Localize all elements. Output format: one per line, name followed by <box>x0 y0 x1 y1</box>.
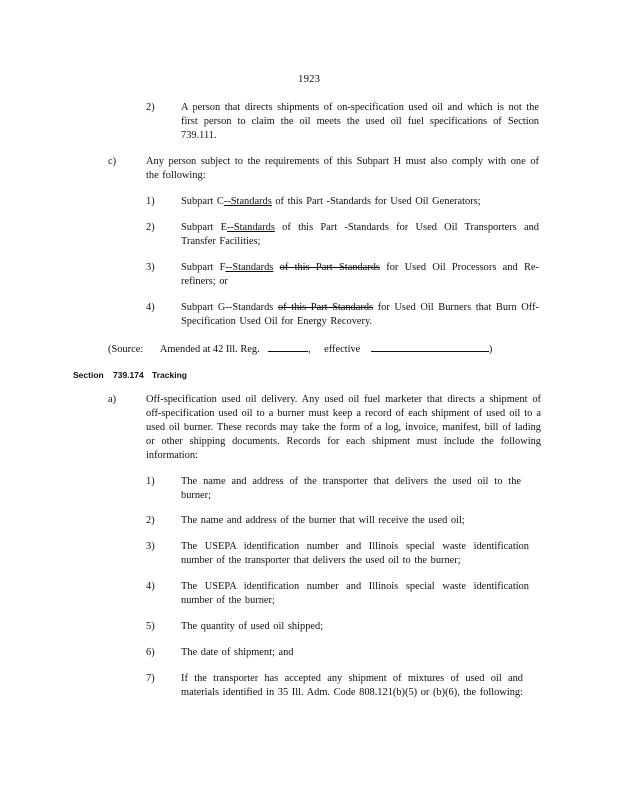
item-a-sub5-text: The quantity of used oil shipped; <box>181 621 324 632</box>
item-c-sub3-text <box>181 261 539 289</box>
source-reg-blank <box>268 341 308 352</box>
sub1-mid: of this Part -Standards for Used Oil Generators; <box>271 196 481 207</box>
sub3-underline: --Standards <box>225 262 274 273</box>
item-a-sub3-text: The USEPA identification number and Illinois special waste identification number of the transporter that delivers the used oil to the burner; <box>181 541 529 566</box>
sub3-after: for Used Oil Processors and Re-refiners; or <box>181 262 539 287</box>
intro-item-text: A person that directs shipments of on-specification used oil and which is not the first person to claim the oil meets the used oil fuel specifications of Section 739.111. <box>181 102 539 141</box>
sub3-strike: of this Part Standards <box>279 262 380 273</box>
sub4-strike: of this Part Standards <box>277 302 374 313</box>
source-effective-blank <box>371 341 489 352</box>
sub1-underline: --Standards <box>223 196 272 207</box>
sub4-mid: --Standards <box>225 302 278 313</box>
section-label: Section <box>73 370 104 380</box>
intro-item-marker: 2) <box>146 102 155 113</box>
item-c-sub3-marker: 3) <box>146 262 155 273</box>
sub3-before: Subpart F <box>181 262 226 273</box>
section-title: Tracking <box>152 370 187 380</box>
item-a-sub2-text: The name and address of the burner that will receive the used oil; <box>181 515 465 526</box>
sub2-underline: --Standards <box>226 222 275 233</box>
source-line: (Source: Amended at 42 Ill. Reg. , effective ) <box>108 341 548 357</box>
item-a-sub6-marker: 6) <box>146 647 155 658</box>
item-a-sub2-marker: 2) <box>146 515 155 526</box>
item-c-sub2-text <box>181 221 539 249</box>
sub4-before: Subpart G <box>181 302 226 313</box>
sub1-before: Subpart C <box>181 196 224 207</box>
sub4-after: for Used Oil Burners that Burn Off-Specification Used Oil for Energy Recovery. <box>181 302 540 327</box>
item-c-sub1-marker: 1) <box>146 196 155 207</box>
item-c-marker: c) <box>108 156 117 167</box>
page-number: 1923 <box>298 73 320 85</box>
item-a-sub1-marker: 1) <box>146 476 155 487</box>
item-a-sub7-marker: 7) <box>146 673 155 684</box>
item-c-text: Any person subject to the requirements of this Subpart H must also comply with one of the following: <box>146 156 539 181</box>
item-a-sub7-text: If the transporter has accepted any shipment of mixtures of used oil and materials identified in 35 Ill. Adm. Code 808.121(b)(5) or (b)(6), the following: <box>181 673 523 698</box>
item-a-sub5-marker: 5) <box>146 621 155 632</box>
item-c-sub1-text <box>181 195 539 209</box>
item-c-sub4-marker: 4) <box>146 302 155 313</box>
item-c-sub4-text <box>181 301 539 329</box>
section-number: 739.174 <box>113 370 144 380</box>
sub2-before: Subpart E <box>181 222 227 233</box>
item-a-sub1-text: The name and address of the transporter that delivers the used oil to the burner; <box>181 476 521 501</box>
item-a-sub6-text: The date of shipment; and <box>181 647 294 658</box>
source-prefix: (Source: <box>108 344 144 355</box>
sub2-mid: of this Part -Standards for Used Oil Transporters and Transfer Facilities; <box>181 222 539 247</box>
item-a-sub4-text: The USEPA identification number and Illinois special waste identification number of the burner; <box>181 581 529 606</box>
item-a-marker: a) <box>108 394 117 405</box>
source-suffix: ) <box>488 344 493 355</box>
source-effective: effective <box>324 344 361 355</box>
item-a-sub4-marker: 4) <box>146 581 155 592</box>
item-a-text: Off-specification used oil delivery. Any used oil fuel marketer that directs a shipment of off-specification used oil to a burner must keep a record of each shipment of used oil to a used oil burner. These records may take the form of a log, invoice, manifest, bill of lading or other shipping documents. Records for each shipment must include the following information: <box>146 394 541 461</box>
source-text: Amended at 42 Ill. Reg. <box>159 344 260 355</box>
item-c-sub2-marker: 2) <box>146 222 155 233</box>
item-a-sub3-marker: 3) <box>146 541 155 552</box>
